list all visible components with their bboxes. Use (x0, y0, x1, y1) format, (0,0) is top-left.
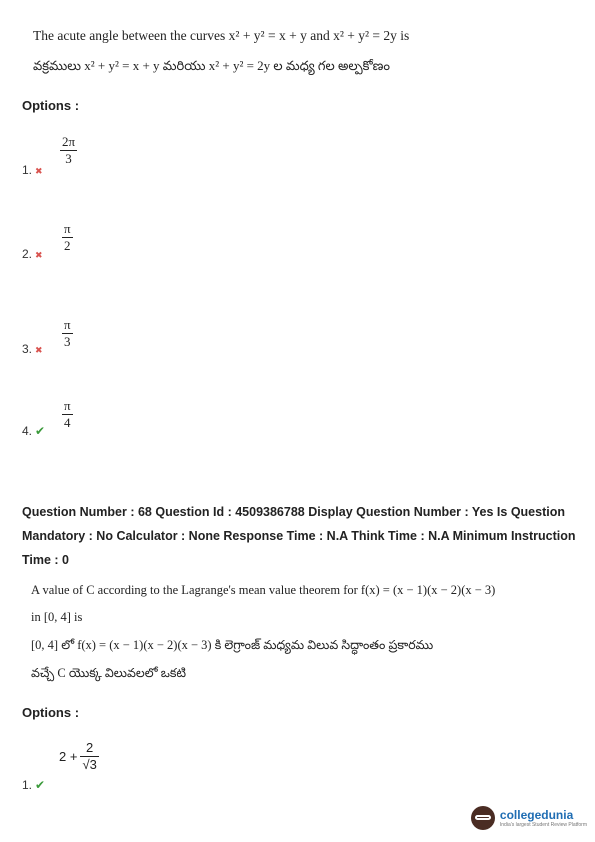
question-text-telugu-continued: వచ్చే C యొక్క విలువలలో ఒకటి (31, 666, 187, 680)
wrong-icon: ✖ (35, 166, 43, 176)
correct-icon: ✔ (35, 424, 46, 438)
logo-tagline: India's largest Student Review Platform (499, 822, 587, 828)
option-1-value: $\frac{2\pi}{3}$ (62, 134, 76, 166)
collegedunia-logo (471, 806, 587, 830)
question-text-continued: in [0, 4] is (31, 610, 83, 624)
logo-name: collegedunia (499, 808, 574, 822)
option-4-number: 4. ✔ (22, 424, 46, 438)
options-label: Options : (22, 98, 80, 113)
option-3-number: 3. ✖ (22, 342, 43, 356)
option-1-value: 2 + $\frac{2}{√3}$ (59, 740, 97, 772)
option-1-number: 1. ✔ (22, 778, 46, 792)
option-prefix: 2 + (59, 748, 78, 764)
question-text: The acute angle between the curves x² + y² = x + y and x² + y² = 2y is (33, 28, 410, 43)
question-text-telugu: వక్రములు x² + y² = x + y మరియు x² + y² = 2y ల మధ్య గల అల్పకోణం (33, 58, 390, 73)
option-1-number: 1. ✖ (22, 163, 43, 177)
wrong-icon: ✖ (35, 345, 43, 355)
question-text: A value of C according to the Lagrange's mean value theorem for f(x) = (x − 1)(x − 2)(x − 3) (31, 583, 496, 597)
option-2-value: $\frac{\pi}{2}$ (64, 221, 71, 253)
question-text-telugu: [0, 4] లో f(x) = (x − 1)(x − 2)(x − 3) కి లెగ్రాంజ్ మధ్యమ విలువ సిద్ధాంతం ప్రకారము (31, 638, 434, 652)
correct-icon: ✔ (35, 778, 46, 792)
options-label: Options : (22, 705, 80, 720)
question-meta: Question Number : 68 Question Id : 4509386788 Display Question Number : Yes Is Question Mandatory : No Calculator : None Response Time : N.A Think Time : N.A Minimum Instruction Time : 0 (22, 505, 576, 567)
option-3-value: $\frac{\pi}{3}$ (64, 317, 71, 349)
option-4-value: $\frac{\pi}{4}$ (64, 398, 71, 430)
option-2-number: 2. ✖ (22, 247, 43, 261)
wrong-icon: ✖ (35, 250, 43, 260)
mascot-icon (471, 806, 495, 830)
